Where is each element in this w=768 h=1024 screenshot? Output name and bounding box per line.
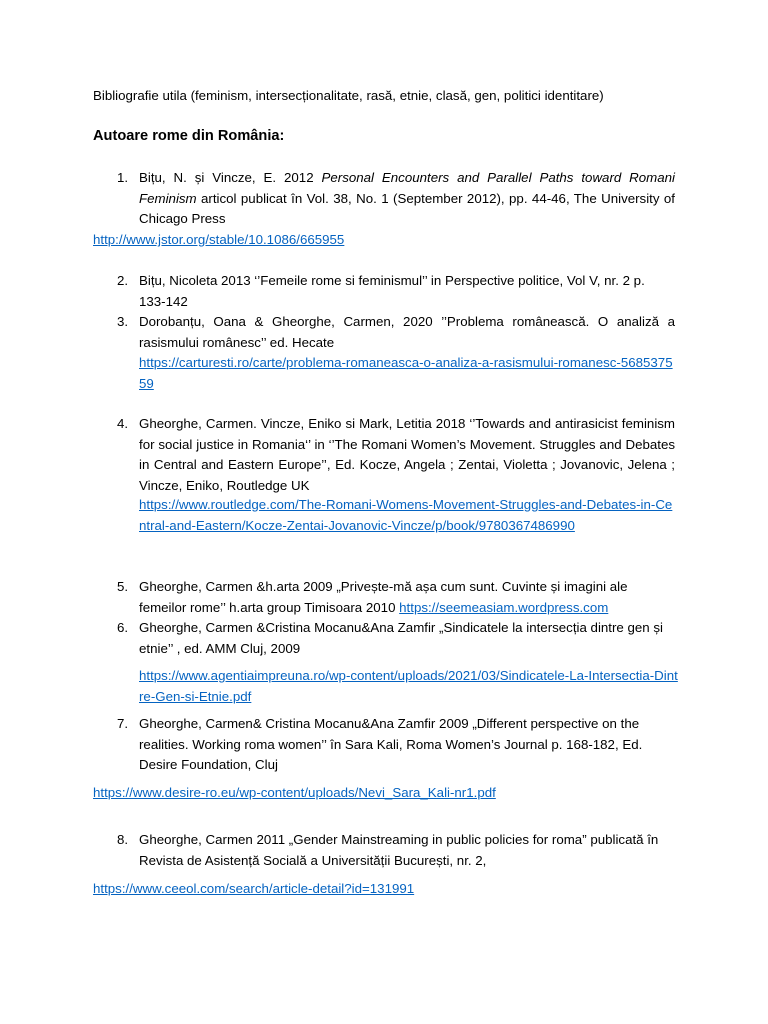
list-number: 6.: [117, 620, 129, 635]
list-item: [117, 414, 675, 496]
list-item: [117, 618, 675, 659]
link[interactable]: https://seemeasiam.wordpress.com: [399, 599, 609, 615]
list-item: [117, 312, 675, 353]
link[interactable]: http://www.jstor.org/stable/10.1086/665955: [93, 232, 345, 247]
list-number: 3.: [117, 314, 129, 329]
item-text: Gheorghe, Carmen. Vincze, Eniko si Mark, Letitia 2018 ‘’Towards and antirasicist feminism for social justice in Romania‘’ in ‘’The Romani Women’s Movement. Struggles and Debates in Central and Eastern Europe’’, Ed. Kocze, Angela ; Zentai, Violetta ; Jovanovic, Jelena ; Vincze, Eniko, Routledge UK: [139, 416, 675, 493]
item-text: Gheorghe, Carmen &h.arta 2009 „Privește-mă așa cum sunt. Cuvinte și imagini ale femeilor rome’’ h.arta group Timisoara 2010: [139, 579, 628, 615]
link[interactable]: https://www.agentiaimpreuna.ro/wp-content/uploads/2021/03/Sindicatele-La-Intersectia-Dintre-Gen-si-Etnie.pdf: [139, 668, 678, 704]
item-title-italic: Personal Encounters and Parallel Paths toward Romani Feminism: [139, 170, 676, 206]
item-text: articol publicat în Vol. 38, No. 1 (September 2012), pp. 44-46, The University of Chicago Press: [139, 190, 675, 227]
section-heading: Autoare rome din România:: [93, 128, 285, 144]
item-text: Bițu, Nicoleta 2013 ‘’Femeile rome si feminismul’’ in Perspective politice, Vol V, nr. 2 p. 133-142: [139, 273, 645, 309]
link[interactable]: https://www.ceeol.com/search/article-detail?id=131991: [93, 881, 415, 896]
list-item: [117, 714, 675, 776]
list-item: [117, 168, 675, 230]
item-text: Gheorghe, Carmen 2011 „Gender Mainstreaming in public policies for roma” publicată în Revista de Asistență Socială a Universității București, nr. 2,: [139, 832, 659, 868]
item-text: Gheorghe, Carmen& Cristina Mocanu&Ana Zamfir 2009 „Different perspective on the realities. Working roma women’’ în Sara Kali, Roma Women’s Journal p. 168-182, Ed. Desire Foundation, Cluj: [139, 716, 643, 773]
list-number: 8.: [117, 832, 129, 847]
item-text: Bițu, N. și Vincze, E. 2012: [139, 170, 322, 185]
list-number: 5.: [117, 579, 129, 594]
list-item: [117, 577, 675, 618]
list-number: 2.: [117, 273, 129, 288]
list-item: [117, 830, 675, 871]
item-text: Dorobanțu, Oana & Gheorghe, Carmen, 2020 ’’Problema românească. O analiză a rasismului românesc’’ ed. Hecate: [139, 314, 675, 350]
list-number: 7.: [117, 716, 129, 731]
link[interactable]: https://www.desire-ro.eu/wp-content/uploads/Nevi_Sara_Kali-nr1.pdf: [93, 785, 496, 800]
link[interactable]: https://www.routledge.com/The-Romani-Womens-Movement-Struggles-and-Debates-in-Central-and-Eastern/Kocze-Zentai-Jovanovic-Vincze/p/book/9780367486990: [139, 497, 673, 533]
list-number: 4.: [117, 416, 129, 431]
item-text: Gheorghe, Carmen &Cristina Mocanu&Ana Zamfir „Sindicatele la intersecția dintre gen și etnie’’ , ed. AMM Cluj, 2009: [139, 620, 663, 656]
list-item: [117, 271, 675, 312]
list-number: 1.: [117, 170, 129, 185]
link[interactable]: https://carturesti.ro/carte/problema-romaneasca-o-analiza-a-rasismului-romanesc-568537559: [139, 355, 673, 391]
document-title: Bibliografie utila (feminism, intersecționalitate, rasă, etnie, clasă, gen, politici identitare): [93, 88, 604, 103]
